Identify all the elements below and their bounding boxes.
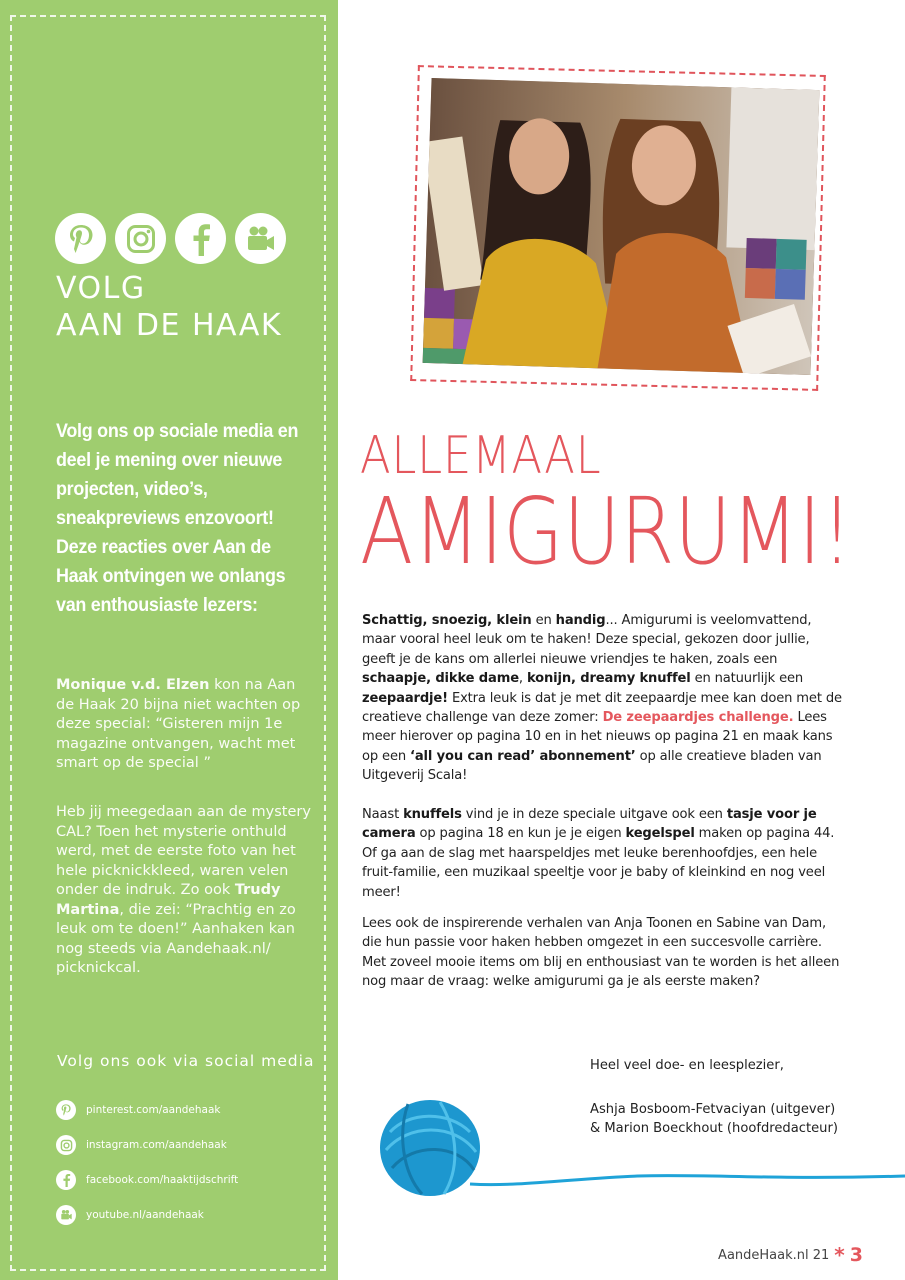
pinterest-icon	[56, 1100, 76, 1120]
page-footer	[718, 1243, 863, 1267]
body-text: ... Amigurumi is veelomvattend, maar vooral heel leuk om te haken! Deze special, gekozen door jullie, geeft je de kans om allerlei nieuwe vriendjes te haken, zoals een	[362, 613, 812, 667]
body-paragraph-2	[362, 805, 846, 902]
follow-heading: Volg ons ook via social media	[57, 1052, 315, 1070]
social-link-pinterest[interactable]	[56, 1100, 238, 1120]
quote-text: kon na Aan de Haak 20 bijna niet wachten op deze special: “Gisteren mijn 1e magazine ontvangen, wacht met smart op de special ”	[56, 677, 301, 771]
emphasized-text: zeepaardje!	[362, 690, 448, 706]
sidebar-title	[56, 270, 282, 344]
social-link-instagram[interactable]	[56, 1135, 238, 1155]
signature-greeting: Heel veel doe- en leesplezier,	[590, 1058, 784, 1073]
instagram-icon	[56, 1135, 76, 1155]
emphasized-text: Schattig, snoezig, klein	[362, 613, 532, 628]
instagram-icon[interactable]	[115, 213, 166, 264]
heading-line2: AMIGURUMI!	[360, 478, 853, 585]
social-link-facebook[interactable]	[56, 1170, 238, 1190]
emphasized-text: handig	[555, 613, 606, 628]
social-link-label: youtube.nl/aandehaak	[86, 1209, 204, 1221]
quote-author: Monique v.d. Elzen	[56, 677, 210, 693]
social-link-label: instagram.com/aandehaak	[86, 1139, 227, 1151]
social-link-youtube[interactable]	[56, 1205, 238, 1225]
quote-author: Trudy Martina	[56, 882, 281, 918]
sidebar-intro: Volg ons op sociale media en deel je mening over nieuwe projecten, video’s, sneakpreviews enzovoort! Deze reacties over Aan de Haak ontvingen we onlangs van enthousiaste lezers:	[56, 420, 299, 616]
facebook-icon[interactable]	[175, 213, 226, 264]
body-paragraph-1	[362, 611, 846, 786]
body-text: ,	[518, 671, 527, 687]
youtube-icon[interactable]	[235, 213, 286, 264]
pinterest-icon[interactable]	[55, 213, 106, 264]
page-number: 3	[849, 1244, 863, 1266]
emphasized-text: kegelspel	[625, 826, 695, 842]
body-text: op pagina 18 en kun je je eigen	[415, 826, 626, 842]
emphasized-text: knuffels	[403, 807, 462, 822]
heading-line1: ALLEMAAL	[360, 426, 602, 486]
body-text: Extra leuk is dat je met dit zeepaardje mee kan doen met de creatieve challenge van deze zomer:	[362, 690, 842, 726]
emphasized-text: De zeepaardjes challenge.	[602, 710, 794, 726]
footer-site: AandeHaak.nl 21	[718, 1247, 830, 1263]
body-text: vind je in deze speciale uitgave ook een	[461, 807, 727, 822]
reader-quote-1	[56, 676, 316, 774]
body-paragraph-3: Lees ook de inspirerende verhalen van Anja Toonen en Sabine van Dam, die hun passie voor haken hebben omgezet in een succesvolle carrière. Met zoveel mooie items om blij en enthousiast van te worden is het alleen nog maar de vraag: welke amigurumi ga je als eerste maken?	[362, 916, 840, 990]
social-icons	[55, 213, 286, 264]
social-link-label: pinterest.com/aandehaak	[86, 1104, 221, 1116]
reader-quote-2	[56, 803, 316, 979]
signature-line1: Ashja Bosboom-Fetvaciyan (uitgever)	[590, 1102, 836, 1117]
quote-text: Heb jij meegedaan aan de mystery CAL? Toen het mysterie onthuld werd, met de eerste foto van het hele picknickkleed, waren velen onder de indruk. Zo ook	[56, 804, 311, 898]
emphasized-text: tasje voor je camera	[362, 807, 817, 842]
quote-text: , die zei: “Prachtig en zo leuk om te doen!” Aanhaken kan nog steeds via Aandehaak.nl/ picknickcal.	[56, 901, 296, 976]
sidebar-title-line1: VOLG	[56, 271, 146, 306]
body-text: en	[531, 613, 556, 628]
social-links	[56, 1100, 238, 1240]
body-text: maken op pagina 44. Of ga aan de slag met haarspeldjes met leuke berenhoofdjes, een hele fruit-familie, een muzikaal speeltje voor je baby of kleinkind en nog veel meer!	[362, 826, 835, 900]
emphasized-text: schaapje, dikke dame	[362, 671, 519, 687]
social-link-label: facebook.com/haaktijdschrift	[86, 1174, 239, 1186]
sidebar-title-line2: AAN DE HAAK	[56, 308, 283, 343]
emphasized-text: ‘all you can read’ abonnement’	[410, 748, 636, 764]
editors-photo	[423, 78, 820, 375]
yarn-ball-image	[378, 1092, 905, 1202]
body-text: Naast	[362, 807, 404, 822]
body-text: en natuurlijk een	[690, 671, 804, 687]
facebook-icon	[56, 1170, 76, 1190]
body-text: Lees meer hierover op pagina 10 en in het nieuws op pagina 21 en maak kans op een	[362, 710, 833, 764]
youtube-icon	[56, 1205, 76, 1225]
sidebar-dashed-border	[10, 15, 326, 1271]
sidebar	[0, 0, 338, 1280]
body-text: op alle creatieve bladen van Uitgeverij Scala!	[362, 748, 822, 784]
footer-asterisk: *	[834, 1243, 845, 1267]
signature-line2: & Marion Boeckhout (hoofdredacteur)	[590, 1121, 838, 1137]
emphasized-text: konijn, dreamy knuffel	[526, 671, 691, 687]
